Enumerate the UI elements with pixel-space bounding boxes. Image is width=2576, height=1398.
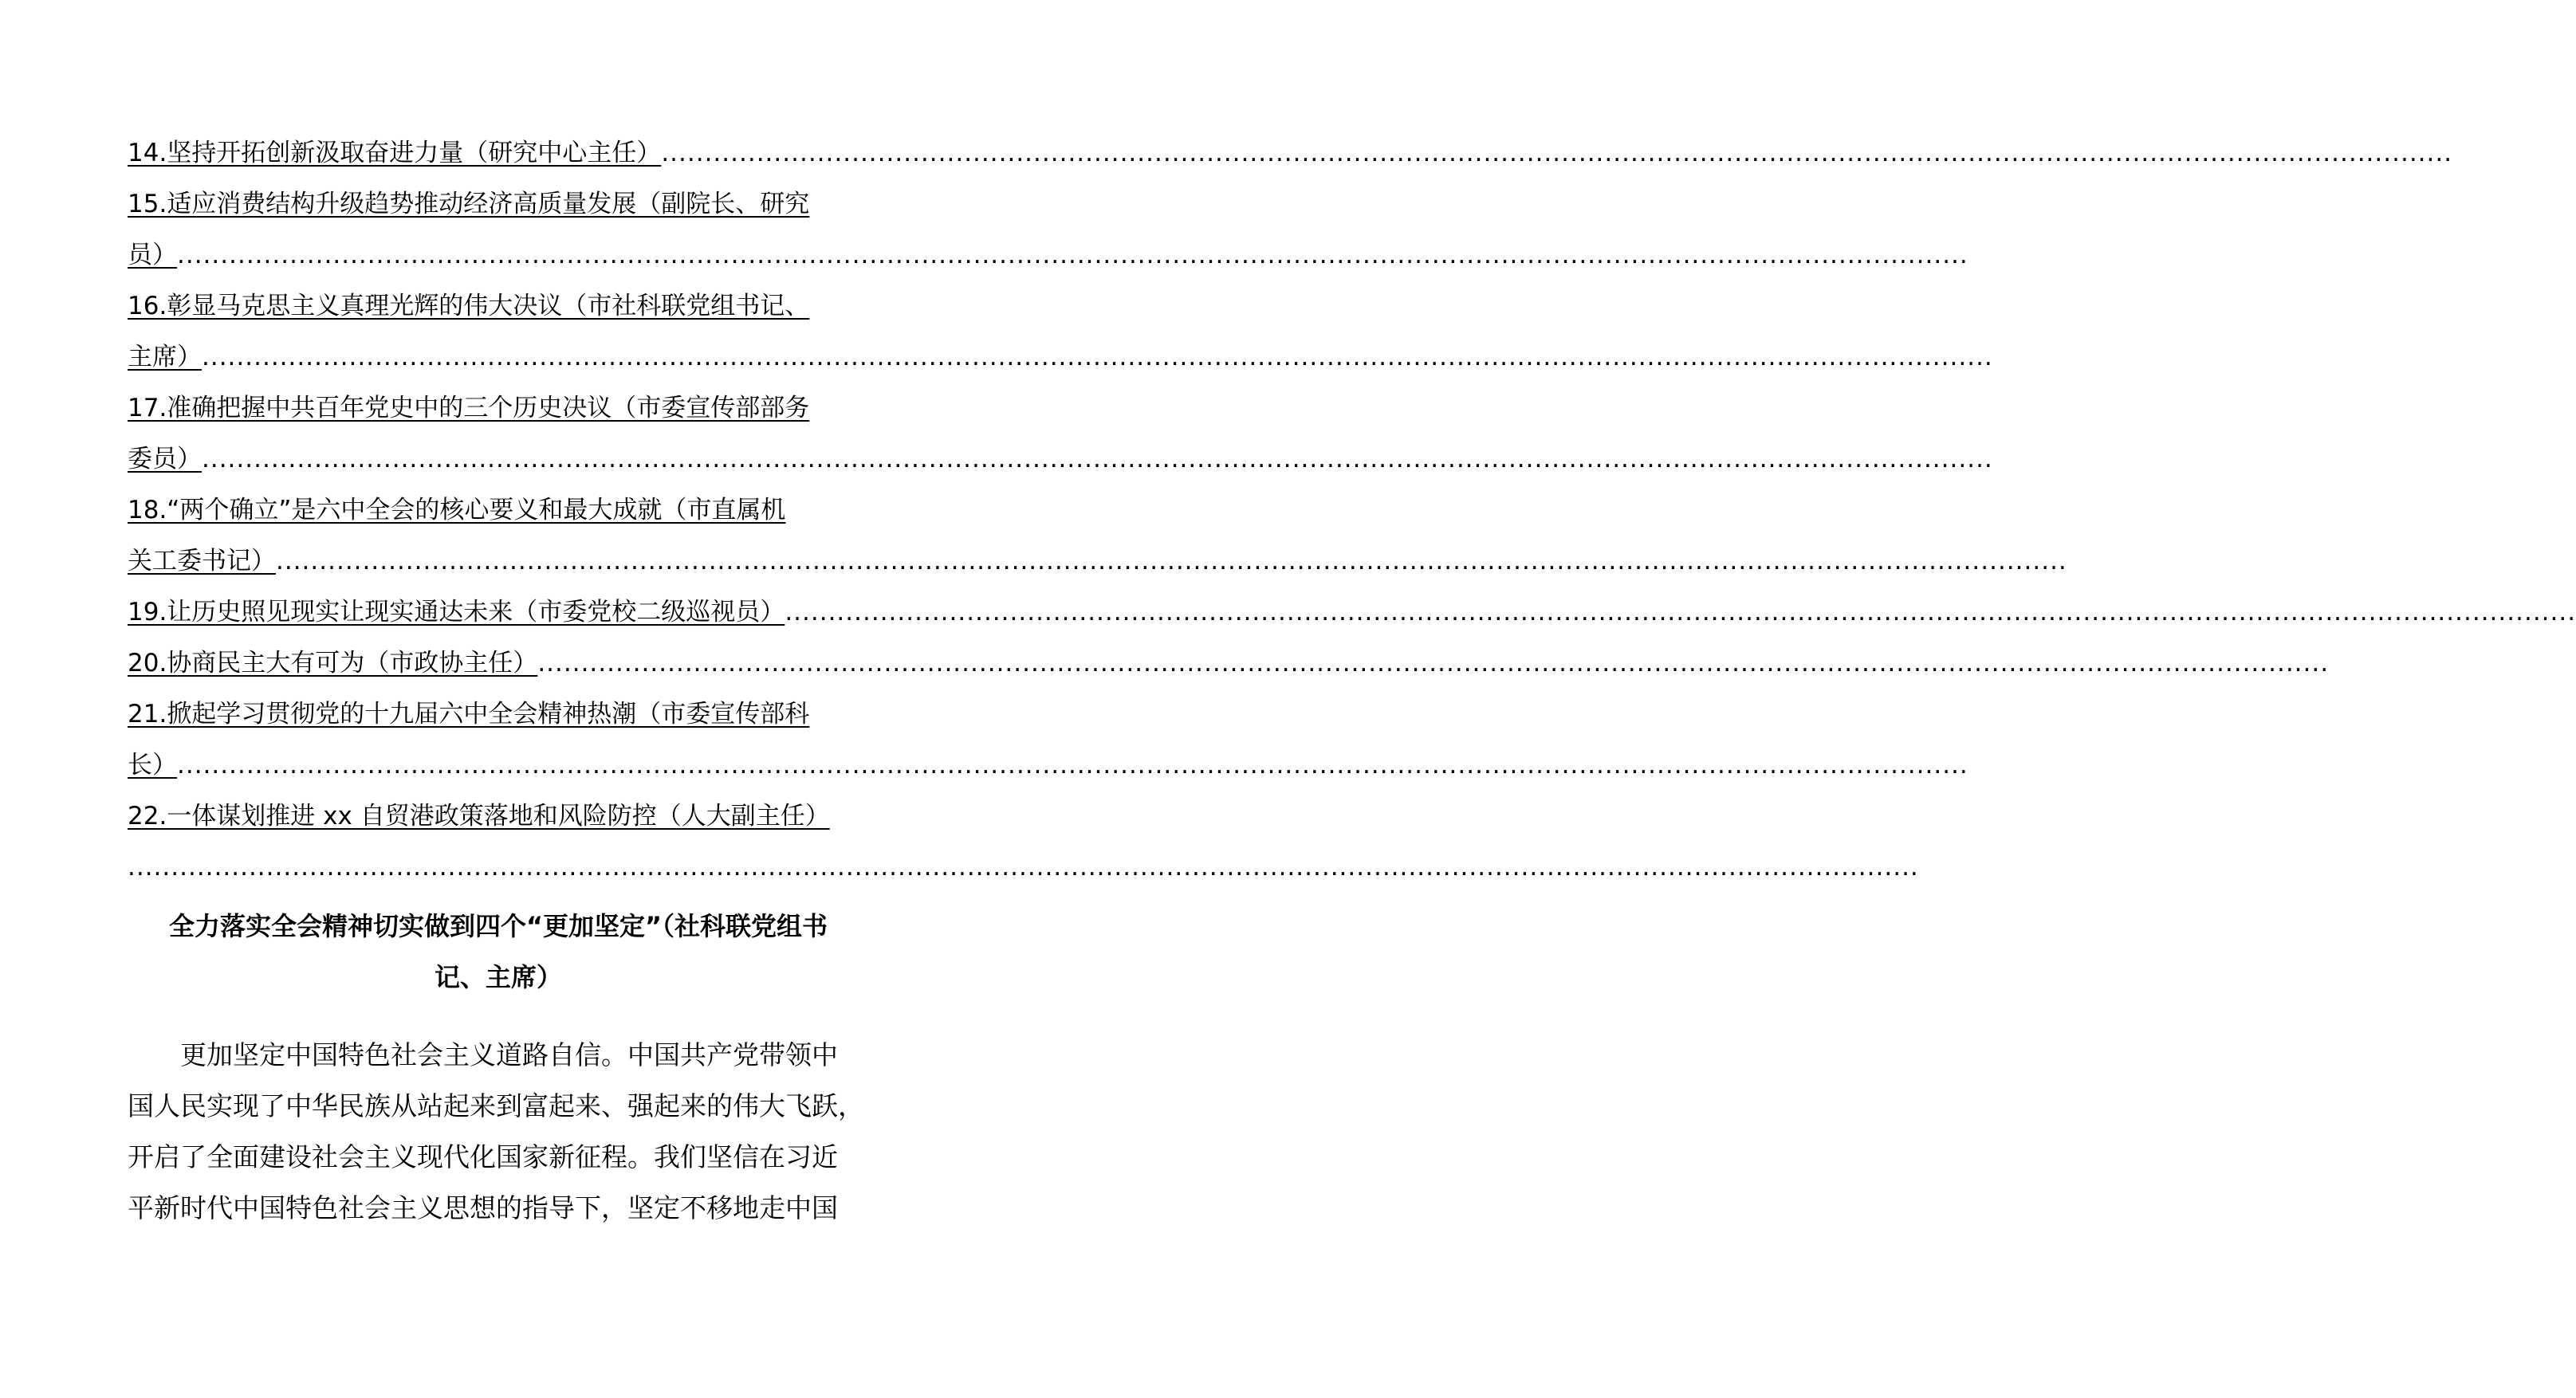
toc-entry-text[interactable]: 员） (128, 241, 177, 269)
toc-entry-text[interactable]: 主席） (128, 343, 202, 371)
toc-leader-dots: ............................................................................................................................................................................................................... (276, 547, 2067, 575)
toc-entry-text[interactable]: 18.“两个确立”是六中全会的核心要义和最大成就（市直属机 (128, 496, 786, 524)
toc-entry-18-line2[interactable] (128, 536, 2067, 587)
toc-entry-text[interactable]: 15.适应消费结构升级趋势推动经济高质量发展（副院长、研究 (128, 190, 810, 218)
toc-entry-text[interactable]: 委员） (128, 445, 202, 473)
toc-entry-text[interactable]: 22.一体谋划推进 xx 自贸港政策落地和风险防控（人大副主任） (128, 802, 830, 831)
article-paragraph (128, 1030, 893, 1234)
toc-leader-dots: ............................................................................................................................................................................................................... (177, 751, 1968, 780)
paragraph-line-2: 国人民实现了中华民族从站起来到富起来、强起来的伟大飞跃， (128, 1090, 864, 1121)
toc-entry-text[interactable]: 19.让历史照见现实让现实通达未来（市委党校二级巡视员） (128, 598, 785, 626)
paragraph-line-1: 更加坚定中国特色社会主义道路自信。中国共产党带领中 (180, 1039, 838, 1070)
toc-leader-dots: ............................................................................................................................................................................................................... (177, 241, 1968, 269)
toc-entry-text[interactable]: 20.协商民主大有可为（市政协主任） (128, 649, 538, 677)
toc-entry-text[interactable]: 16.彰显马克思主义真理光辉的伟大决议（市社科联党组书记、 (128, 292, 810, 320)
article-heading-line2: 记、主席） (434, 962, 562, 992)
table-of-contents (128, 128, 2576, 893)
toc-entry-text[interactable]: 21.掀起学习贯彻党的十九届六中全会精神热潮（市委宣传部科 (128, 700, 810, 728)
toc-entry-14[interactable] (128, 128, 2453, 179)
paragraph-line-3: 开启了全面建设社会主义现代化国家新征程。我们坚信在习近 (128, 1141, 838, 1172)
article-heading-line1: 全力落实全会精神切实做到四个“更加坚定”（社科联党组书 (168, 911, 828, 941)
toc-leader-dots: ............................................................................................................................................................................................................... (128, 853, 1919, 882)
article-heading (128, 901, 869, 1003)
toc-entry-19[interactable] (128, 587, 2576, 638)
toc-entry-21-line1[interactable] (128, 689, 982, 740)
toc-entry-15-line2[interactable] (128, 230, 1968, 281)
toc-entry-22-line1[interactable] (128, 791, 982, 842)
toc-entry-21-line2[interactable] (128, 740, 1968, 791)
toc-entry-18-line1[interactable] (128, 485, 982, 536)
toc-entry-20[interactable] (128, 638, 2330, 689)
toc-entry-text[interactable]: 14.坚持开拓创新汲取奋进力量（研究中心主任） (128, 139, 662, 167)
toc-entry-22-line2[interactable] (128, 842, 1919, 893)
toc-leader-dots: ............................................................................................................................................................................................................... (537, 649, 2330, 677)
toc-leader-dots: ............................................................................................................................................................................................................... (661, 139, 2453, 167)
toc-entry-17-line1[interactable] (128, 383, 982, 434)
paragraph-line-4: 平新时代中国特色社会主义思想的指导下，坚定不移地走中国 (128, 1192, 838, 1223)
toc-entry-15-line1[interactable] (128, 179, 982, 230)
toc-entry-17-line2[interactable] (128, 434, 1993, 485)
toc-entry-text[interactable]: 关工委书记） (128, 547, 276, 575)
toc-leader-dots: ............................................................................................................................................................................................................... (202, 343, 1993, 371)
toc-entry-text[interactable]: 17.准确把握中共百年党史中的三个历史决议（市委宣传部部务 (128, 394, 810, 422)
toc-leader-dots: ............................................................................................................................................................................................................... (785, 598, 2576, 626)
toc-entry-text[interactable]: 长） (128, 751, 177, 780)
toc-entry-16-line1[interactable] (128, 281, 982, 332)
toc-entry-16-line2[interactable] (128, 332, 1993, 383)
toc-leader-dots: ............................................................................................................................................................................................................... (202, 445, 1993, 473)
